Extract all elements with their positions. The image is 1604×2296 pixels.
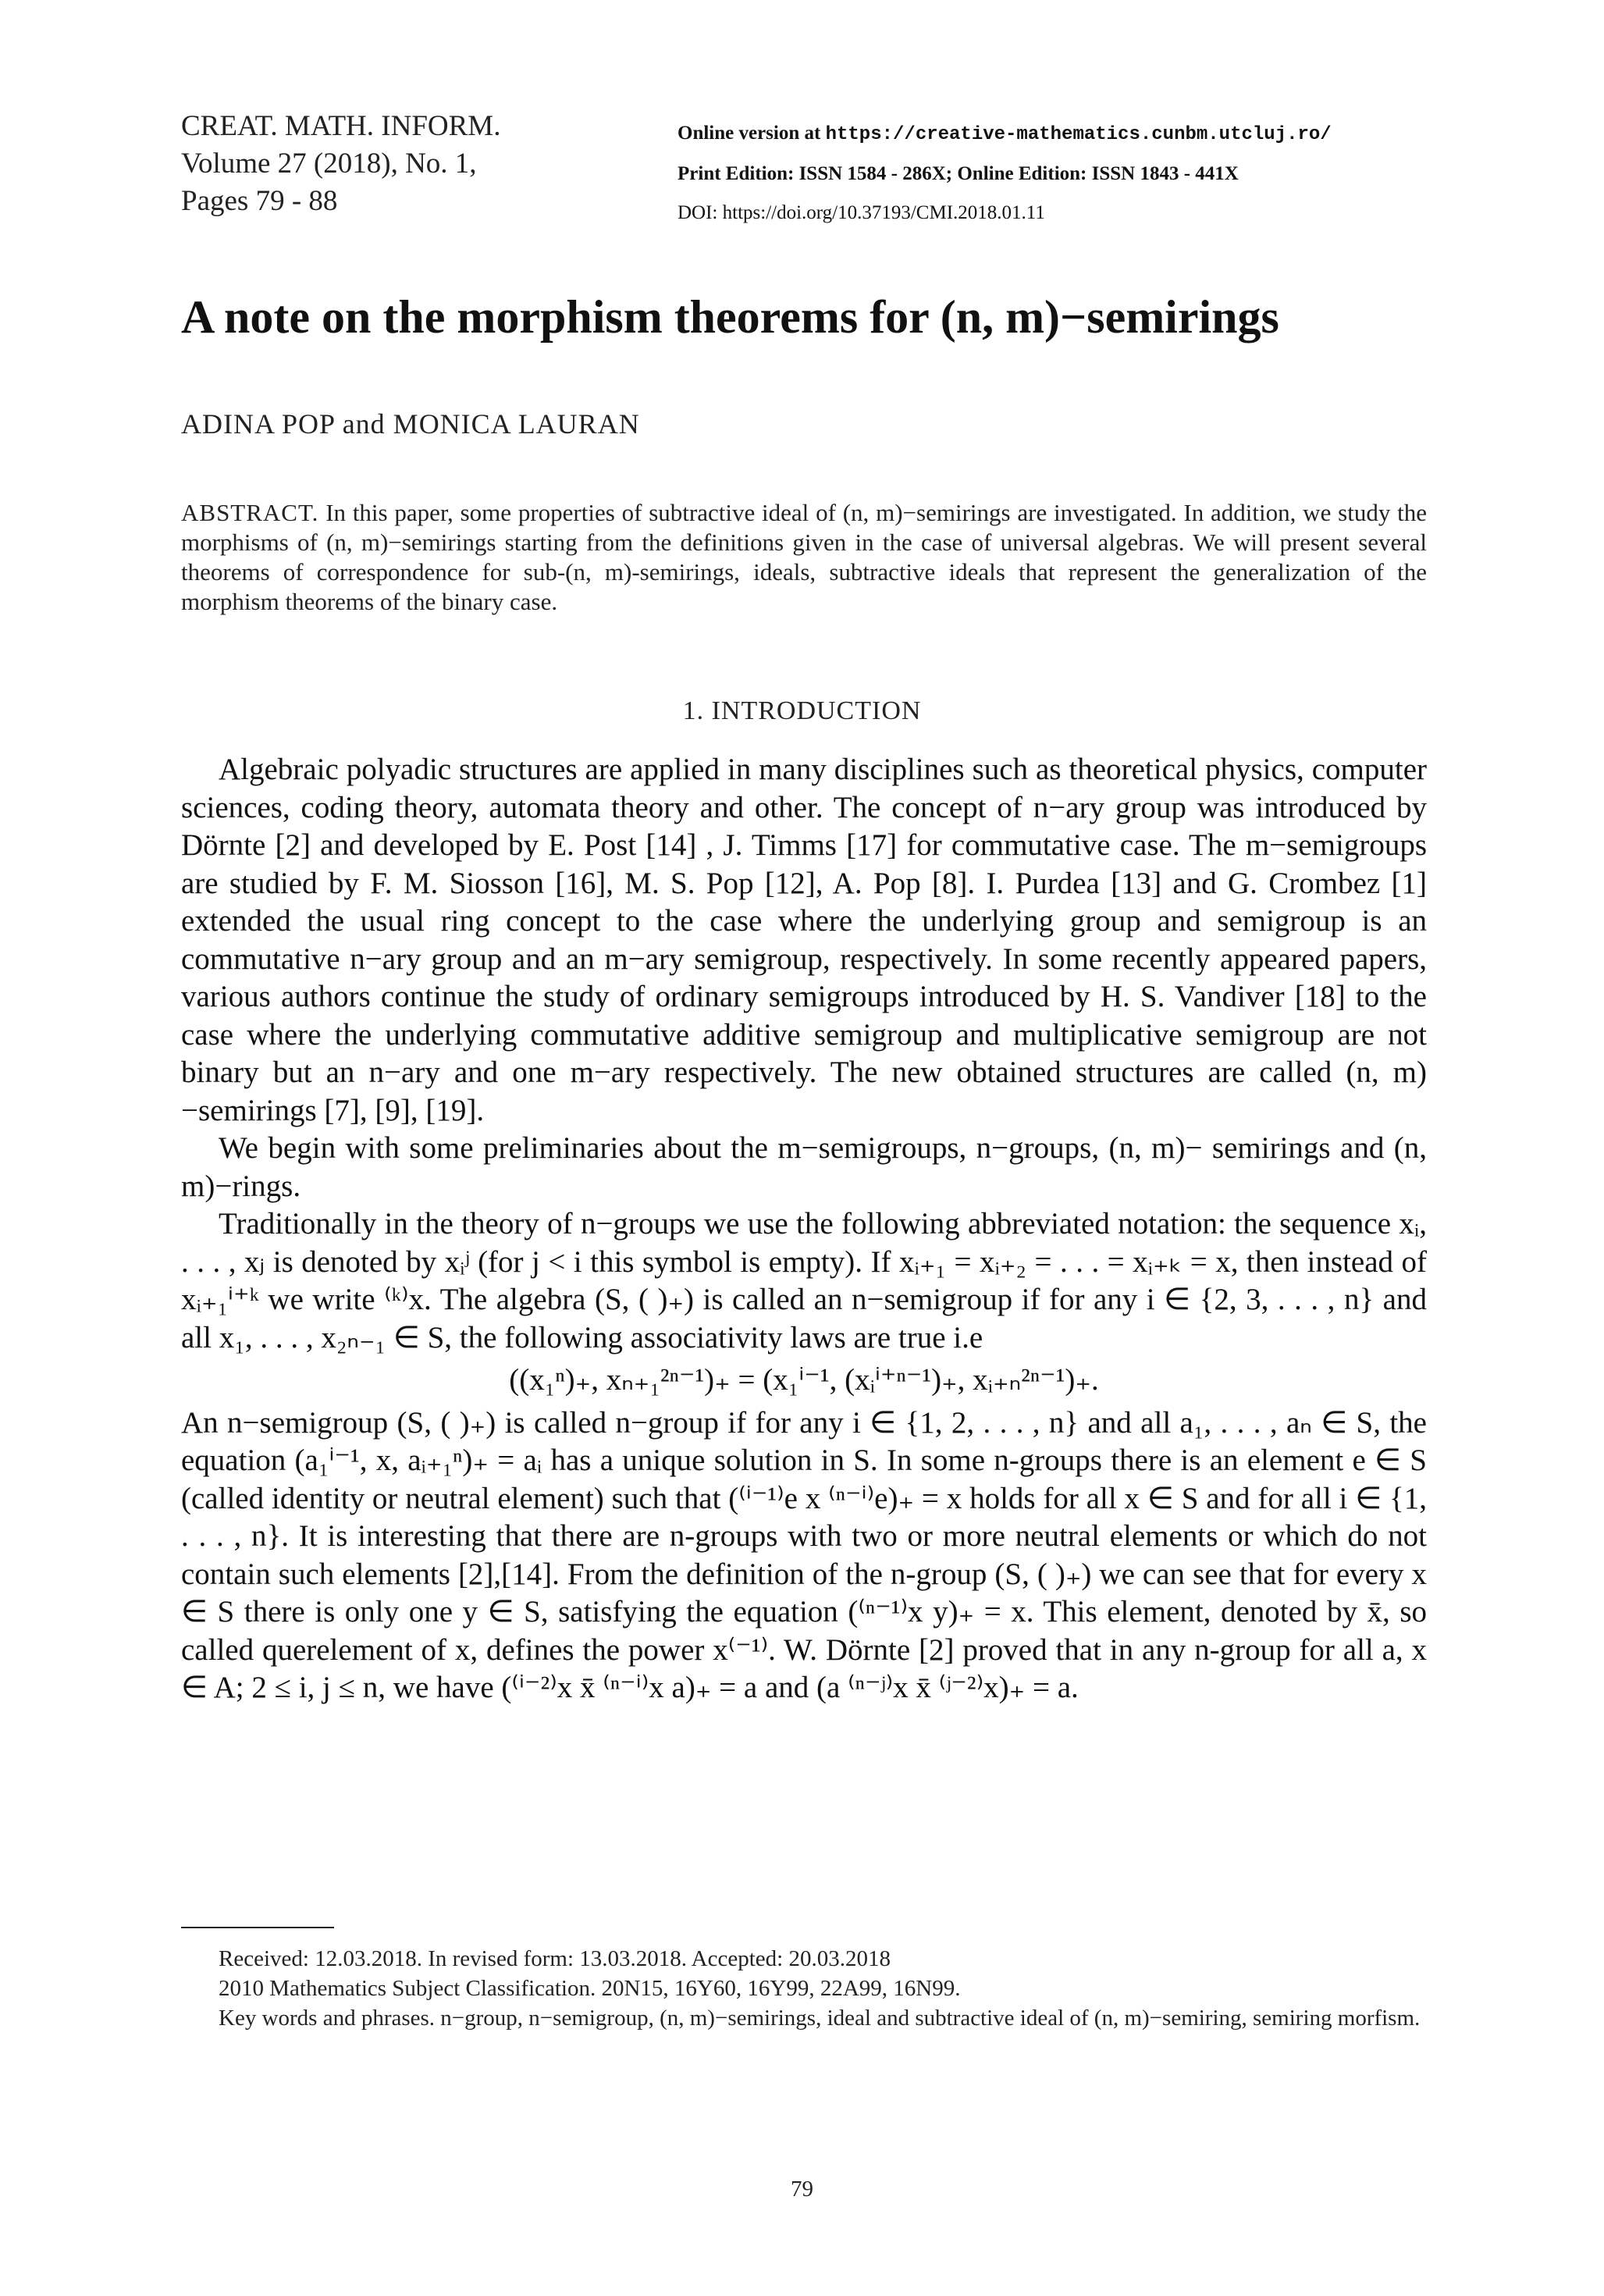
paragraph: Traditionally in the theory of n−groups we use the following abbreviated notation: the sequence xᵢ, . . . , xⱼ is denoted by xᵢʲ (for j < i this symbol is empty). If xᵢ₊₁ = xᵢ₊₂ = . . . = xᵢ₊ₖ = x, then instead of xᵢ₊₁ⁱ⁺ᵏ we write ⁽ᵏ⁾x. The algebra (S, ( )₊) is called an n−semigroup if for any i ∈ {2, 3, . . . , n} and all x₁, . . . , x₂ₙ₋₁ ∈ S, the following associativity laws are true i.e (181, 1207, 1427, 1354)
paper-title: A note on the morphism theorems for (n, m)−semirings (181, 291, 1279, 343)
associativity-equation: ((x₁ⁿ)₊, xₙ₊₁²ⁿ⁻¹)₊ = (x₁ⁱ⁻¹, (xᵢⁱ⁺ⁿ⁻¹)₊, xᵢ₊ₙ²ⁿ⁻¹)₊. (509, 1363, 1099, 1397)
online-url-link[interactable]: https://creative-mathematics.cunbm.utcluj.ro/ (825, 124, 1332, 145)
online-version (678, 114, 1332, 155)
abstract-text: In this paper, some properties of subtractive ideal of (n, m)−semirings are investigated. In addition, we study the morphisms of (n, m)−semirings starting from the definitions given in the case of universal algebras. We will present several theorems of correspondence for sub-(n, m)-semirings, ideals, subtractive ideals that represent the generalization of the morphism theorems of the binary case. (181, 499, 1427, 615)
journal-name: CREAT. MATH. INFORM. (181, 110, 501, 142)
abstract-label: ABSTRACT. (181, 499, 319, 526)
journal-pages: Pages 79 - 88 (181, 185, 338, 217)
footnote-received: Received: 12.03.2018. In revised form: 13.03.2018. Accepted: 20.03.2018 (219, 1946, 891, 1971)
footnote-msc: 2010 Mathematics Subject Classification. 20N15, 16Y60, 16Y99, 22A99, 16N99. (219, 1976, 961, 2001)
section-heading: 1. INTRODUCTION (682, 696, 922, 725)
edition-info (678, 114, 1332, 233)
footnotes (181, 1944, 1427, 2033)
issn-line: Print Edition: ISSN 1584 - 286X; Online Edition: ISSN 1843 - 441X (678, 163, 1239, 184)
page-number: 79 (791, 2177, 813, 2202)
paragraph: An n−semigroup (S, ( )₊) is called n−group if for any i ∈ {1, 2, . . . , n} and all a₁, . . . , aₙ ∈ S, the equation (a₁ⁱ⁻¹, x, aᵢ₊₁ⁿ)₊ = aᵢ has a unique solution in S. In some n-groups there is an element e ∈ S (called identity or neutral element) such that (⁽ⁱ⁻¹⁾e x ⁽ⁿ⁻ⁱ⁾e)₊ = x holds for all x ∈ S and for all i ∈ {1, . . . , n}. It is interesting that there are n-groups with two or more neutral elements or which do not contain such elements [2],[14]. From the definition of the n-group (S, ( )₊) we can see that for every x ∈ S there is only one y ∈ S, satisfying the equation (⁽ⁿ⁻¹⁾x y)₊ = x. This element, denoted by x̄, so called querelement of x, defines the power x⁽⁻¹⁾. W. Dörnte [2] proved that in any n-group for all a, x ∈ A; 2 ≤ i, j ≤ n, we have (⁽ⁱ⁻²⁾x x̄ ⁽ⁿ⁻ⁱ⁾x a)₊ = a and (a ⁽ⁿ⁻ʲ⁾x x̄ ⁽ʲ⁻²⁾x)₊ = a. (181, 1405, 1427, 1704)
paragraph: We begin with some preliminaries about the m−semigroups, n−groups, (n, m)− semirings and (n, m)−rings. (181, 1131, 1427, 1203)
author-list: ADINA POP and MONICA LAURAN (181, 408, 640, 440)
doi-link[interactable]: DOI: https://doi.org/10.37193/CMI.2018.01.11 (678, 202, 1045, 223)
journal-header (181, 108, 500, 220)
paragraph: Algebraic polyadic structures are applied in many disciplines such as theoretical physics, computer sciences, coding theory, automata theory and other. The concept of n−ary group was introduced by Dörnte [2] and developed by E. Post [14] , J. Timms [17] for commutative case. The m−semigroups are studied by F. M. Siosson [16], M. S. Pop [12], A. Pop [8]. I. Purdea [13] and G. Crombez [1] extended the usual ring concept to the case where the underlying group and semigroup is an commutative n−ary group and an m−ary semigroup, respectively. In some recently appeared papers, various authors continue the study of ordinary semigroups introduced by H. S. Vandiver [18] to the case where the underlying commutative additive semigroup and multiplicative semigroup are not binary but an n−ary and one m−ary respectively. The new obtained structures are called (n, m)−semirings [7], [9], [19]. (181, 753, 1427, 1127)
journal-volume: Volume 27 (2018), No. 1, (181, 148, 477, 180)
footnote-rule (181, 1927, 334, 1928)
abstract (181, 498, 1427, 617)
footnote-keywords: Key words and phrases. n−group, n−semigroup, (n, m)−semirings, ideal and subtractive ideal of (n, m)−semiring, semiring morfism. (219, 2006, 1421, 2031)
body-text (181, 751, 1427, 1707)
online-prefix: Online version at (678, 123, 826, 144)
